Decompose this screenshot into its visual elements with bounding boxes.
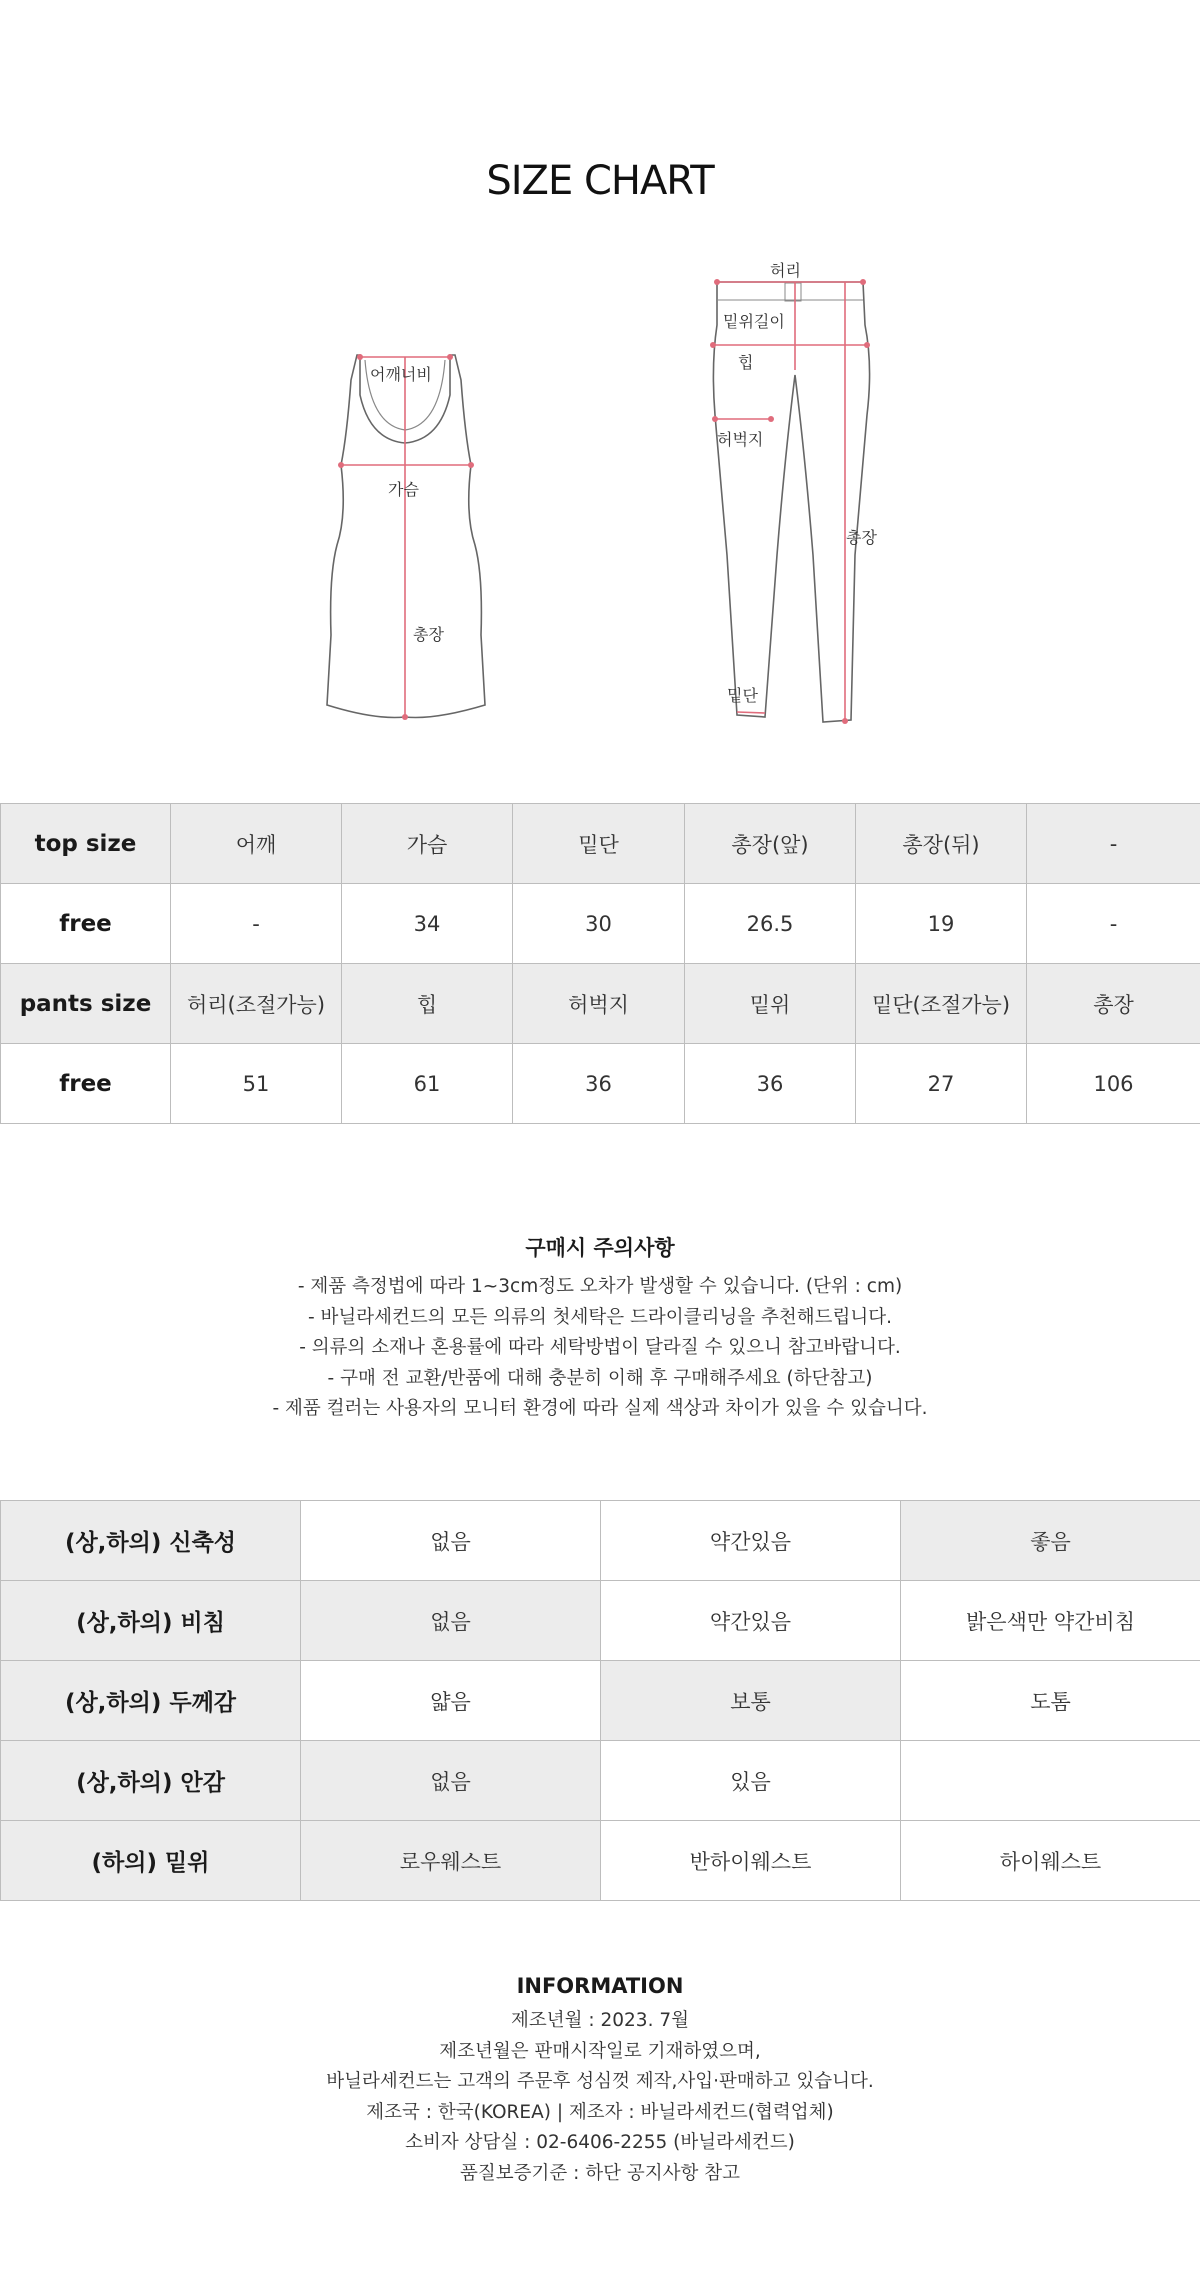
information-line: 제조년월 : 2023. 7월 [511,2010,689,2031]
table-cell: (상,하의) 안감 [1,1741,301,1821]
table-cell: 총장(뒤) [856,804,1027,884]
table-cell: 있음 [601,1741,901,1821]
table-cell: free [1,1044,171,1124]
notes-line: - 제품 컬러는 사용자의 모니터 환경에 따라 실제 색상과 차이가 있을 수 있습니다. [272,1398,928,1419]
table-row [1,964,1200,1044]
table-row [1,1501,1200,1581]
table-cell: 약간있음 [601,1581,901,1661]
table-cell: - [1027,804,1200,884]
label-pants-length: 총장 [846,528,877,547]
table-cell: - [171,884,342,964]
table-cell: 없음 [301,1501,601,1581]
notes-line: - 바닐라세컨드의 모든 의류의 첫세탁은 드라이클리닝을 추천해드립니다. [308,1306,892,1328]
purchase-notes [0,1232,1200,1425]
table-cell: free [1,884,171,964]
table-cell: 어깨 [171,804,342,884]
notes-line: - 구매 전 교환/반품에 대해 충분히 이해 후 구매해주세요 (하단참고) [327,1367,873,1389]
fabric-feel-table [0,1500,1200,1901]
table-cell: 36 [513,1044,685,1124]
table-cell: 밑위 [685,964,856,1044]
table-cell: 얇음 [301,1661,601,1741]
table-cell: 가슴 [342,804,513,884]
pants-illustration [705,255,885,735]
table-cell: 36 [685,1044,856,1124]
size-table [0,803,1200,1124]
table-cell: 총장(앞) [685,804,856,884]
information-line: 소비자 상담실 : 02-6406-2255 (바닐라세컨드) [405,2132,795,2153]
table-cell: 34 [342,884,513,964]
size-illustrations [0,255,1200,735]
table-cell: (상,하의) 신축성 [1,1501,301,1581]
table-row [1,1741,1200,1821]
table-row [1,804,1200,884]
table-row [1,1821,1200,1901]
table-row [1,1044,1200,1124]
table-cell: pants size [1,964,171,1044]
information-line: 제조국 : 한국(KOREA) | 제조자 : 바닐라세컨드(협력업체) [366,2101,834,2123]
information-title: INFORMATION [516,1974,684,1998]
notes-line: - 제품 측정법에 따라 1~3cm정도 오차가 발생할 수 있습니다. (단위 : cm) [297,1276,903,1297]
table-cell: 19 [856,884,1027,964]
table-cell: top size [1,804,171,884]
notes-line: - 의류의 소재나 혼용률에 따라 세탁방법이 달라질 수 있으니 참고바랍니다. [299,1337,901,1358]
table-row [1,884,1200,964]
table-cell: 하이웨스트 [901,1821,1200,1901]
label-chest: 가슴 [388,480,419,499]
information-line: 품질보증기준 : 하단 공지사항 참고 [460,2162,740,2184]
table-row [1,1661,1200,1741]
label-shoulder: 어깨너비 [370,365,432,384]
table-cell-selected: 보통 [601,1661,901,1741]
label-waist: 허리 [770,261,801,280]
label-rise: 밑위길이 [723,312,785,331]
table-cell: 밑단 [513,804,685,884]
table-cell: 도톰 [901,1661,1200,1741]
table-cell: 약간있음 [601,1501,901,1581]
table-cell: 허리(조절가능) [171,964,342,1044]
label-hem: 밑단 [727,686,758,705]
table-cell: 밝은색만 약간비침 [901,1581,1200,1661]
label-top-length: 총장 [413,625,444,644]
table-cell: 힙 [342,964,513,1044]
table-cell: (상,하의) 비침 [1,1581,301,1661]
table-cell: 26.5 [685,884,856,964]
table-row [1,1581,1200,1661]
information-section [0,1974,1200,2189]
table-cell: 총장 [1027,964,1200,1044]
table-cell-selected: 없음 [301,1741,601,1821]
top-illustration [315,335,495,765]
table-cell: 허벅지 [513,964,685,1044]
table-cell: 61 [342,1044,513,1124]
notes-title: 구매시 주의사항 [525,1236,675,1260]
table-cell-selected: 좋음 [901,1501,1200,1581]
information-line: 제조년월은 판매시작일로 기재하였으며, [439,2040,761,2062]
table-cell: - [1027,884,1200,964]
table-cell: (상,하의) 두께감 [1,1661,301,1741]
table-cell: 51 [171,1044,342,1124]
table-cell [901,1741,1200,1821]
label-hip: 힙 [738,353,754,372]
table-cell: 반하이웨스트 [601,1821,901,1901]
table-cell: (하의) 밑위 [1,1821,301,1901]
table-cell: 밑단(조절가능) [856,964,1027,1044]
table-cell: 27 [856,1044,1027,1124]
table-cell-selected: 없음 [301,1581,601,1661]
page-title: SIZE CHART [486,158,714,204]
label-thigh: 허벅지 [717,430,764,449]
table-cell-selected: 로우웨스트 [301,1821,601,1901]
table-cell: 106 [1027,1044,1200,1124]
table-cell: 30 [513,884,685,964]
information-line: 바닐라세컨드는 고객의 주문후 성심껏 제작,사입·판매하고 있습니다. [326,2071,874,2092]
